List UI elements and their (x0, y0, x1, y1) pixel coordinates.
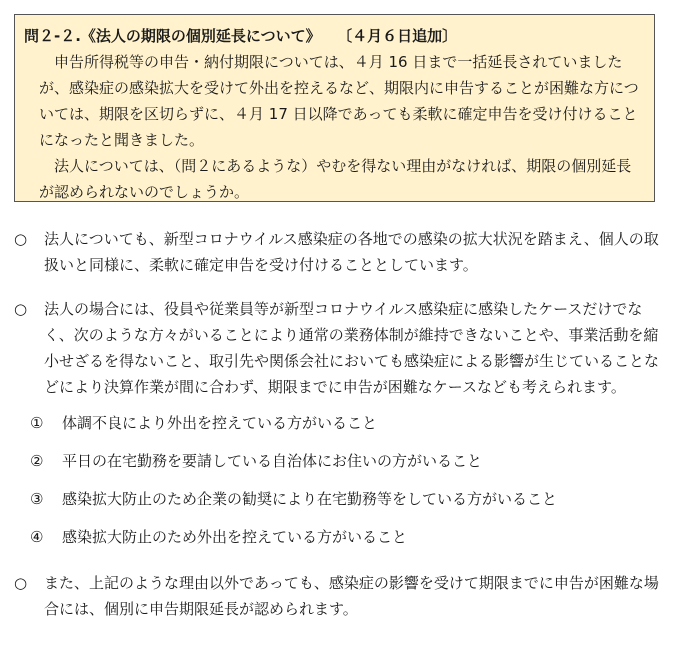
list-number: ② (30, 452, 44, 470)
list-number: ④ (30, 528, 44, 546)
question-paragraph: 法人については、（問２にあるような）やむを得ない理由がなければ、期限の個別延長が認められないのでしょうか。 (39, 157, 632, 201)
answer-item (14, 296, 659, 400)
circle-bullet-icon: ○ (14, 574, 28, 592)
list-number: ① (30, 414, 44, 432)
circle-bullet-icon: ○ (14, 300, 28, 318)
list-item (30, 442, 659, 480)
answer-text: 法人の場合には、役員や従業員等が新型コロナウイルス感染症に感染したケースだけでなく、次のような方々がいることにより通常の業務体制が維持できないことや、事業活動を縮小せざるを得ないこと、取引先や関係会社においても感染症による影響が生じていることなどにより決算作業が間に合わず、期限までに申告が困難なケースなども考えられます。 (44, 300, 660, 396)
answer-text: 法人についても、新型コロナウイルス感染症の各地での感染の拡大状況を踏まえ、個人の取扱いと同様に、柔軟に確定申告を受け付けることとしています。 (44, 230, 659, 274)
question-box (14, 14, 655, 202)
question-paragraph: 申告所得税等の申告・納付期限については、４月 16 日まで一括延長されていましたが、感染症の感染拡大を受けて外出を控えるなど、期限内に申告することが困難な方については、期限を区切らずに、４月 17 日以降であっても柔軟に確定申告を受け付けることになったと聞きました。 (39, 53, 639, 149)
list-item-text: 感染拡大防止のため企業の勧奨により在宅勤務等をしている方がいること (62, 490, 558, 508)
list-item-text: 感染拡大防止のため外出を控えている方がいること (62, 528, 408, 546)
question-title: 問２-２.《法人の期限の個別延長について》 (24, 27, 321, 45)
answer-item (14, 570, 659, 622)
circle-bullet-icon: ○ (14, 230, 28, 248)
list-item-text: 平日の在宅勤務を要請している自治体にお住いの方がいること (62, 452, 483, 470)
answer-item (14, 226, 659, 278)
list-item (30, 518, 659, 556)
list-item (30, 404, 659, 442)
list-item-text: 体調不良により外出を控えている方がいること (62, 414, 378, 432)
answer-section (14, 226, 659, 640)
question-added-tag: 〔４月６日追加〕 (344, 27, 458, 45)
list-item (30, 480, 659, 518)
question-heading (24, 23, 645, 49)
example-list (30, 404, 659, 556)
answer-text: また、上記のような理由以外であっても、感染症の影響を受けて期限までに申告が困難な場合には、個別に申告期限延長が認められます。 (44, 574, 659, 618)
list-number: ③ (30, 490, 44, 508)
